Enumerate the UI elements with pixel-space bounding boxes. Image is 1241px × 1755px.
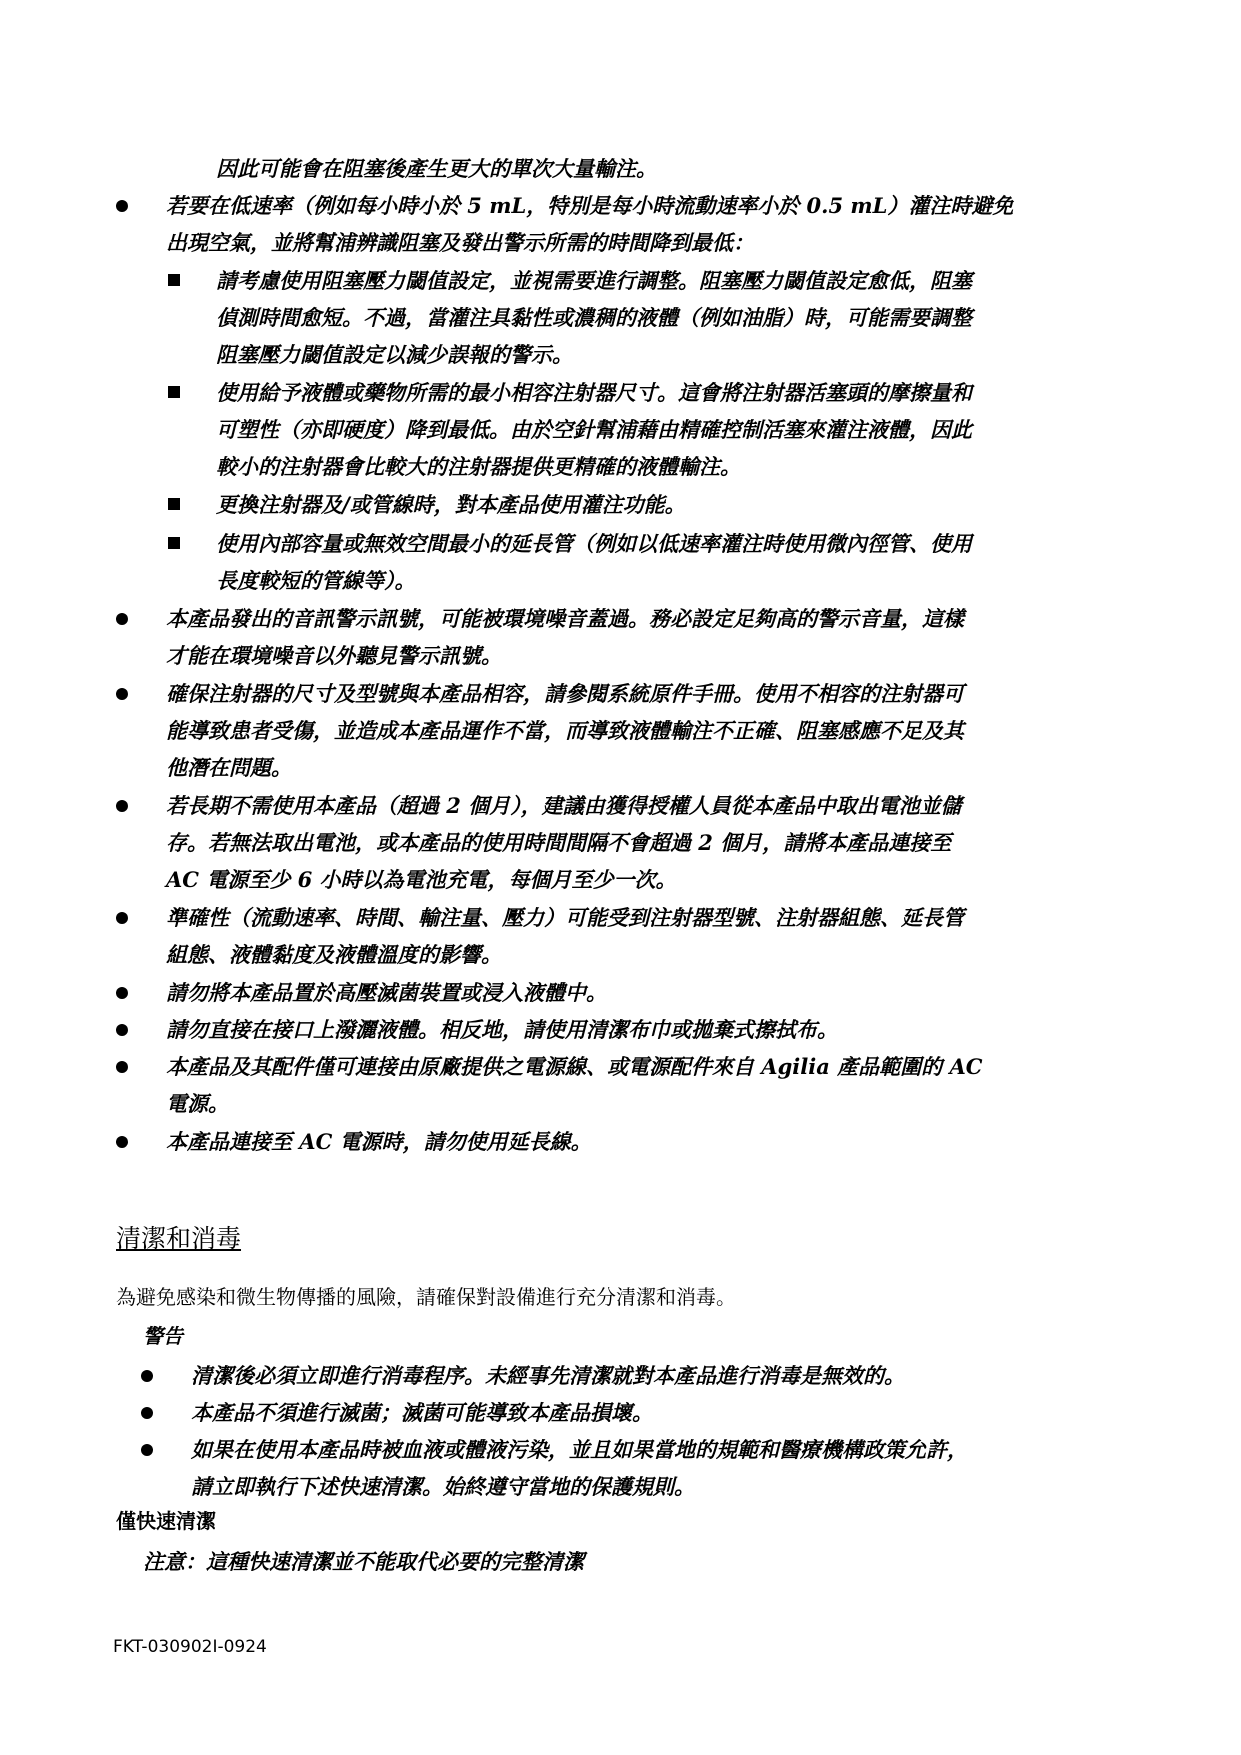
square-bullet-icon (168, 537, 180, 549)
bullet-item: 本產品連接至 AC 電源時，請勿使用延長線。 (116, 1123, 1136, 1160)
bullet-dot-icon (116, 1024, 128, 1036)
section-intro: 為避免感染和微生物傳播的風險，請確保對設備進行充分清潔和消毒。 (116, 1285, 736, 1309)
bullet-item: 確保注射器的尺寸及型號與本產品相容，請參閱系統原件手冊。使用不相容的注射器可 能導致患者受傷，並造成本產品運作不當，而導致液體輸注不正確、阻塞感應不足及其 他潛在問題。 (116, 675, 1136, 786)
sub-bullet-item: 使用內部容量或無效空間最小的延長管（例如以低速率灌注時使用微內徑管、使用 長度較短的管線等）。 (168, 525, 1136, 599)
bullet-dot-icon (141, 1407, 153, 1419)
bullet-item: 準確性（流動速率、時間、輸注量、壓力）可能受到注射器型號、注射器組態、延長管 組態、液體黏度及液體溫度的影響。 (116, 899, 1136, 973)
bullet-dot-icon (116, 200, 128, 212)
bullet-dot-icon (116, 1061, 128, 1073)
bullet-dot-icon (141, 1444, 153, 1456)
square-bullet-icon (168, 386, 180, 398)
square-bullet-icon (168, 274, 180, 286)
sub-bullet-item: 使用給予液體或藥物所需的最小相容注射器尺寸。這會將注射器活塞頭的摩擦量和 可塑性（亦即硬度）降到最低。由於空針幫浦藉由精確控制活塞來灌注液體，因此 較小的注射器會比較大的注射器提供更精確的液體輸注。 (168, 374, 1136, 485)
bullet-dot-icon (141, 1370, 153, 1382)
square-bullet-icon (168, 498, 180, 510)
note-text: 注意：這種快速清潔並不能取代必要的完整清潔 (143, 1549, 584, 1574)
warning-item: 清潔後必須立即進行消毒程序。未經事先清潔就對本產品進行消毒是無效的。 (141, 1357, 1136, 1394)
quick-clean-label: 僅快速清潔 (116, 1509, 216, 1533)
section-heading: 清潔和消毒 (116, 1224, 242, 1253)
sub-bullet-item: 請考慮使用阻塞壓力閾值設定，並視需要進行調整。阻塞壓力閾值設定愈低，阻塞 偵測時間愈短。不過，當灌注具黏性或濃稠的液體（例如油脂）時，可能需要調整 阻塞壓力閾值設定以減少誤報的警示。 (168, 262, 1136, 373)
bullet-item: 若要在低速率（例如每小時小於 5 mL，特別是每小時流動速率小於 0.5 mL）灌注時避免 出現空氣，並將幫浦辨識阻塞及發出警示所需的時間降到最低： (116, 187, 1136, 261)
bullet-dot-icon (116, 912, 128, 924)
continuation-text: 因此可能會在阻塞後產生更大的單次大量輸注。 (216, 156, 657, 181)
bullet-dot-icon (116, 800, 128, 812)
warning-label: 警告 (143, 1324, 183, 1348)
bullet-dot-icon (116, 987, 128, 999)
warning-item: 如果在使用本產品時被血液或體液污染，並且如果當地的規範和醫療機構政策允許， 請立即執行下述快速清潔。始終遵守當地的保護規則。 (141, 1431, 1136, 1505)
document-code-footer: FKT-030902I-0924 (113, 1637, 267, 1657)
bullet-dot-icon (116, 688, 128, 700)
warning-item: 本產品不須進行滅菌；滅菌可能導致本產品損壞。 (141, 1394, 1136, 1431)
bullet-item: 請勿直接在接口上潑灑液體。相反地，請使用清潔布巾或拋棄式擦拭布。 (116, 1011, 1136, 1048)
bullet-item: 本產品及其配件僅可連接由原廠提供之電源線、或電源配件來自 Agilia 產品範圍的 AC 電源。 (116, 1048, 1136, 1122)
sub-bullet-item: 更換注射器及/或管線時，對本產品使用灌注功能。 (168, 486, 1136, 523)
bullet-dot-icon (116, 613, 128, 625)
bullet-item: 請勿將本產品置於高壓滅菌裝置或浸入液體中。 (116, 974, 1136, 1011)
bullet-dot-icon (116, 1136, 128, 1148)
bullet-item: 本產品發出的音訊警示訊號，可能被環境噪音蓋過。務必設定足夠高的警示音量，這樣 才能在環境噪音以外聽見警示訊號。 (116, 600, 1136, 674)
bullet-item: 若長期不需使用本產品（超過 2 個月），建議由獲得授權人員從本產品中取出電池並儲 存。若無法取出電池，或本產品的使用時間間隔不會超過 2 個月，請將本產品連接至 AC 電源至少 6 小時以為電池充電，每個月至少一次。 (116, 787, 1136, 898)
